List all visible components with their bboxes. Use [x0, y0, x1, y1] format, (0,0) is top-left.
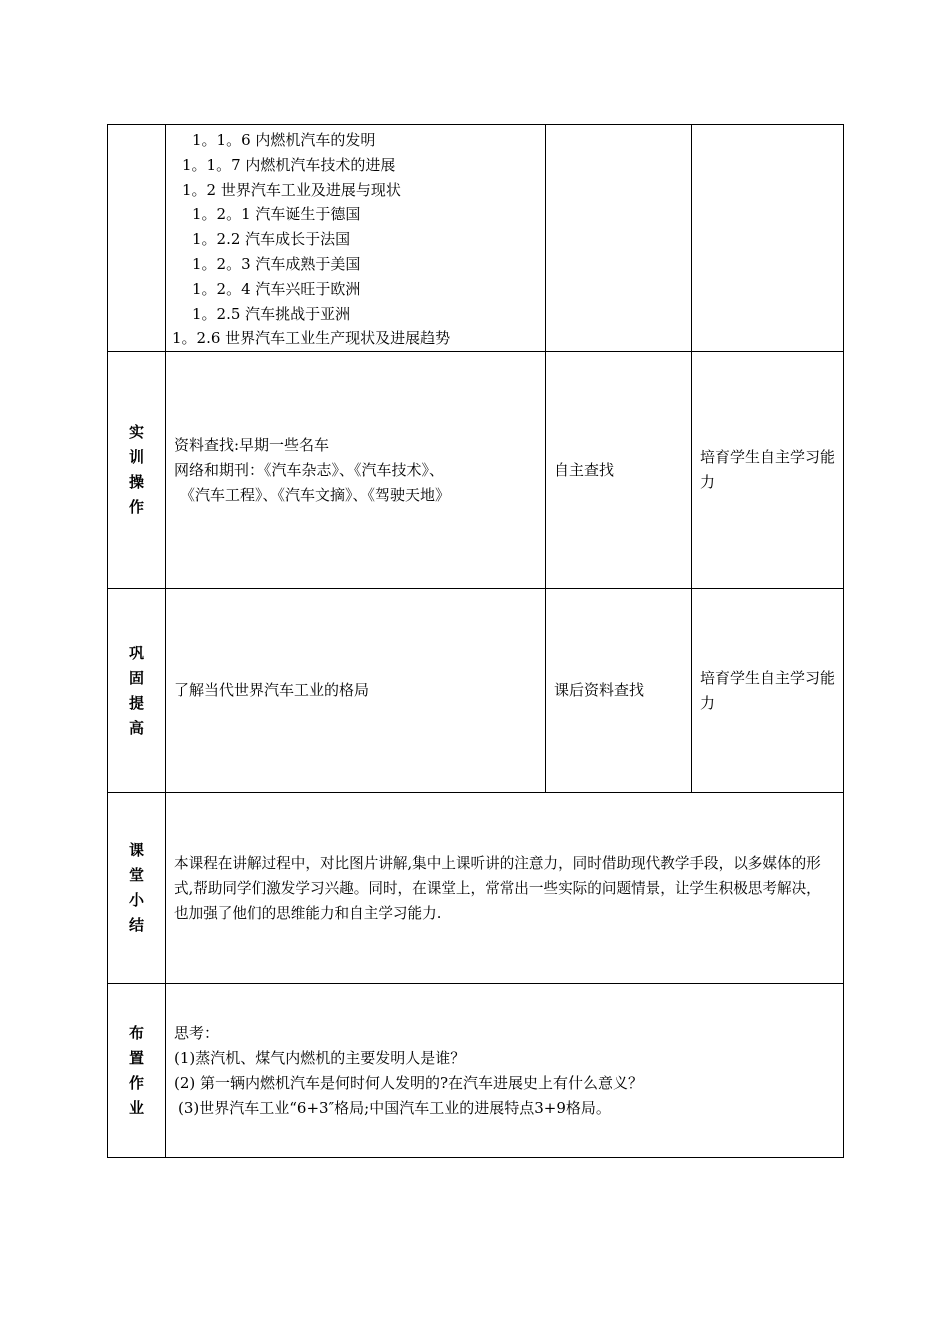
- lesson-plan-table: [107, 124, 844, 1158]
- practice-content: [166, 352, 546, 589]
- practice-line: 网络和期刊：《汽车杂志》、《汽车技术》、: [174, 460, 445, 479]
- summary-content: 本课程在讲解过程中，对比图片讲解,集中上课听讲的注意力，同时借助现代教学手段，以多媒体的形式,帮助同学们激发学习兴趣。同时，在课堂上，常常出一些实际的问题情景，让学生积极思考解决，也加强了他们的思维能力和自主学习能力.: [166, 793, 844, 984]
- homework-content: [166, 984, 844, 1158]
- label-char: 固: [128, 668, 144, 687]
- outline-item: 1。2.2 汽车成长于法国: [192, 230, 351, 249]
- outline-list: [166, 128, 545, 351]
- practice-method: 自主查找: [546, 352, 692, 589]
- label-char: 实: [128, 423, 144, 442]
- outline-item: 1。1。6 内燃机汽车的发明: [192, 131, 376, 149]
- consolidate-goal: 培育学生自主学习能力: [692, 589, 844, 793]
- outline-item: 1。1。7 内燃机汽车技术的进展: [182, 155, 396, 174]
- label-char: 业: [128, 1098, 144, 1117]
- label-char: 置: [128, 1048, 144, 1067]
- summary-row: [108, 793, 844, 984]
- outline-item: 1。2。4 汽车兴旺于欧洲: [192, 279, 361, 298]
- label-char: 堂: [128, 866, 144, 885]
- consolidate-row: [108, 589, 844, 793]
- label-char: 训: [128, 448, 144, 467]
- consolidate-method: 课后资料查找: [546, 589, 692, 793]
- outline-cell: [166, 125, 546, 352]
- outline-item: 1。2。3 汽车成熟于美国: [192, 254, 361, 273]
- label-char: 小: [128, 891, 144, 910]
- practice-row: [108, 352, 844, 589]
- homework-line: (1)蒸汽机、煤气内燃机的主要发明人是谁？: [174, 1048, 466, 1067]
- homework-line: (3)世界汽车工业“6+3″格局;中国汽车工业的进展特点3+9格局。: [178, 1098, 611, 1117]
- outline-method-cell: [546, 125, 692, 352]
- practice-label: [108, 352, 166, 589]
- practice-line: 资料查找:早期一些名车: [174, 435, 330, 454]
- label-char: 操: [128, 473, 144, 492]
- homework-line: (2) 第一辆内燃机汽车是何时何人发明的?在汽车进展史上有什么意义？: [174, 1073, 644, 1092]
- outline-label-cell: [108, 125, 166, 352]
- label-char: 作: [128, 498, 144, 517]
- consolidate-label: [108, 589, 166, 793]
- label-char: 作: [128, 1073, 144, 1092]
- label-char: 提: [128, 693, 144, 712]
- outline-item: 1。2。1 汽车诞生于德国: [192, 205, 361, 224]
- label-char: 高: [128, 718, 144, 737]
- summary-label: [108, 793, 166, 984]
- homework-row: [108, 984, 844, 1158]
- label-char: 巩: [128, 643, 144, 662]
- outline-item: 1。2 世界汽车工业及进展与现状: [182, 180, 401, 199]
- outline-item: 1。2.6 世界汽车工业生产现状及进展趋势: [172, 329, 451, 348]
- outline-item: 1。2.5 汽车挑战于亚洲: [192, 304, 351, 323]
- label-char: 课: [128, 841, 144, 860]
- homework-line: 思考：: [174, 1023, 220, 1042]
- practice-line: 《汽车工程》、《汽车文摘》、《驾驶天地》: [180, 485, 451, 504]
- outline-row: [108, 125, 844, 352]
- consolidate-content: 了解当代世界汽车工业的格局: [166, 589, 546, 793]
- outline-goal-cell: [692, 125, 844, 352]
- homework-label: [108, 984, 166, 1158]
- practice-goal: 培育学生自主学习能力: [692, 352, 844, 589]
- label-char: 布: [128, 1023, 144, 1042]
- label-char: 结: [128, 916, 144, 935]
